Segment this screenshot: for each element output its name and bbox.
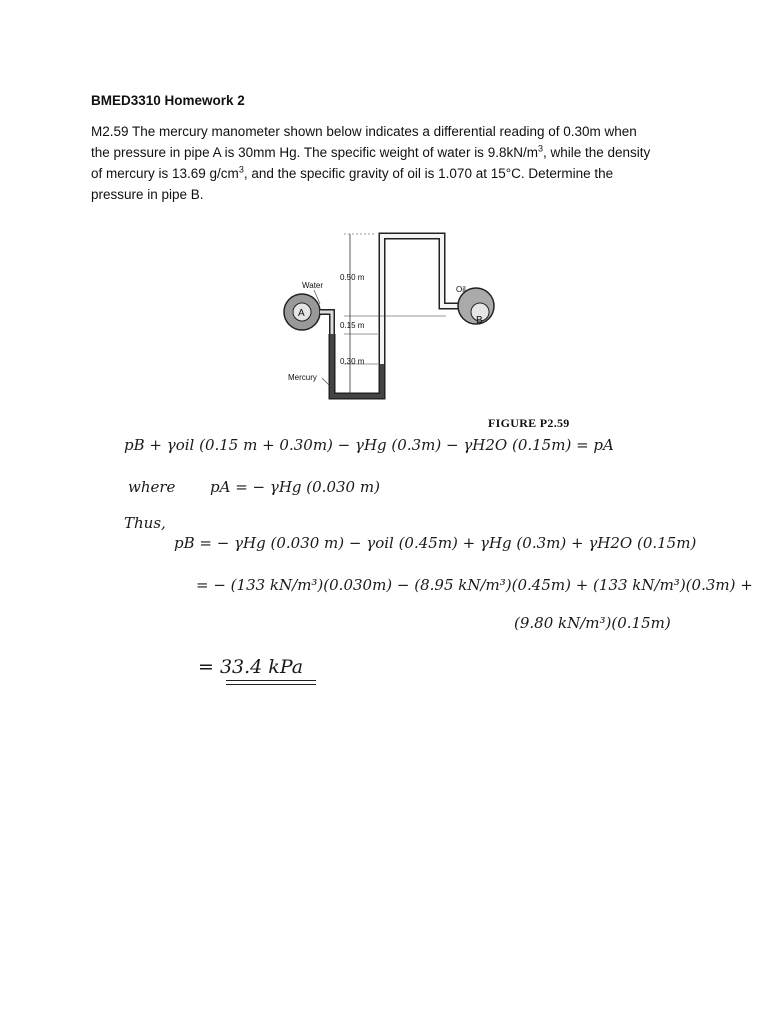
dim-label-015: 0.15 m (340, 321, 365, 330)
mercury-label: Mercury (288, 373, 317, 382)
superscript: 3 (537, 143, 543, 154)
dim-label-050: 0.50 m (340, 273, 365, 282)
manometer-figure (270, 224, 530, 410)
oil-column (382, 236, 458, 364)
solution-equation-2: pA = − γHg (0.030 m) (210, 478, 380, 496)
oil-label: Oil (456, 285, 466, 294)
solution-equation-1: pB + γoil (0.15 m + 0.30m) − γHg (0.3m) − γH2O (0.15m) = pA (124, 436, 614, 454)
problem-line-3 (91, 163, 681, 184)
result-underline-2 (226, 684, 316, 685)
problem-line-2-text-end: , while the density (542, 145, 651, 160)
problem-line-3-text: of mercury is 13.69 g/cm (91, 166, 239, 181)
pipe-a-label: A (298, 308, 305, 319)
problem-line-2 (91, 142, 681, 163)
water-label: Water (302, 281, 324, 290)
solution-equation-5: (9.80 kN/m³)(0.15m) (514, 614, 671, 632)
superscript: 3 (238, 164, 244, 175)
problem-line-1: M2.59 The mercury manometer shown below indicates a differential reading of 0.30m when (91, 124, 637, 139)
dim-label-030: 0.30 m (340, 357, 365, 366)
solution-where-label: where (128, 478, 176, 496)
figure-caption: FIGURE P2.59 (488, 416, 570, 430)
solution-equation-3: pB = − γHg (0.030 m) − γoil (0.45m) + γHg (0.3m) + γH2O (0.15m) (174, 534, 697, 552)
solution-equation-4: = − (133 kN/m³)(0.030m) − (8.95 kN/m³)(0.45m) + (133 kN/m³)(0.3m) + (196, 576, 753, 594)
water-leg (320, 312, 332, 334)
solution-result: = 33.4 kPa (198, 656, 304, 678)
page-title: BMED3310 Homework 2 (91, 93, 245, 108)
problem-line-2-text: the pressure in pipe A is 30mm Hg. The specific weight of water is 9.8kN/m (91, 145, 538, 160)
result-underline-1 (226, 680, 316, 681)
problem-line-4: pressure in pipe B. (91, 187, 204, 202)
solution-thus-label: Thus, (124, 514, 166, 532)
manometer-diagram (270, 224, 530, 410)
pipe-b-label: B (476, 315, 483, 326)
problem-statement (91, 121, 681, 205)
problem-line-3-text-end: , and the specific gravity of oil is 1.070 at 15°C. Determine the (243, 166, 614, 181)
